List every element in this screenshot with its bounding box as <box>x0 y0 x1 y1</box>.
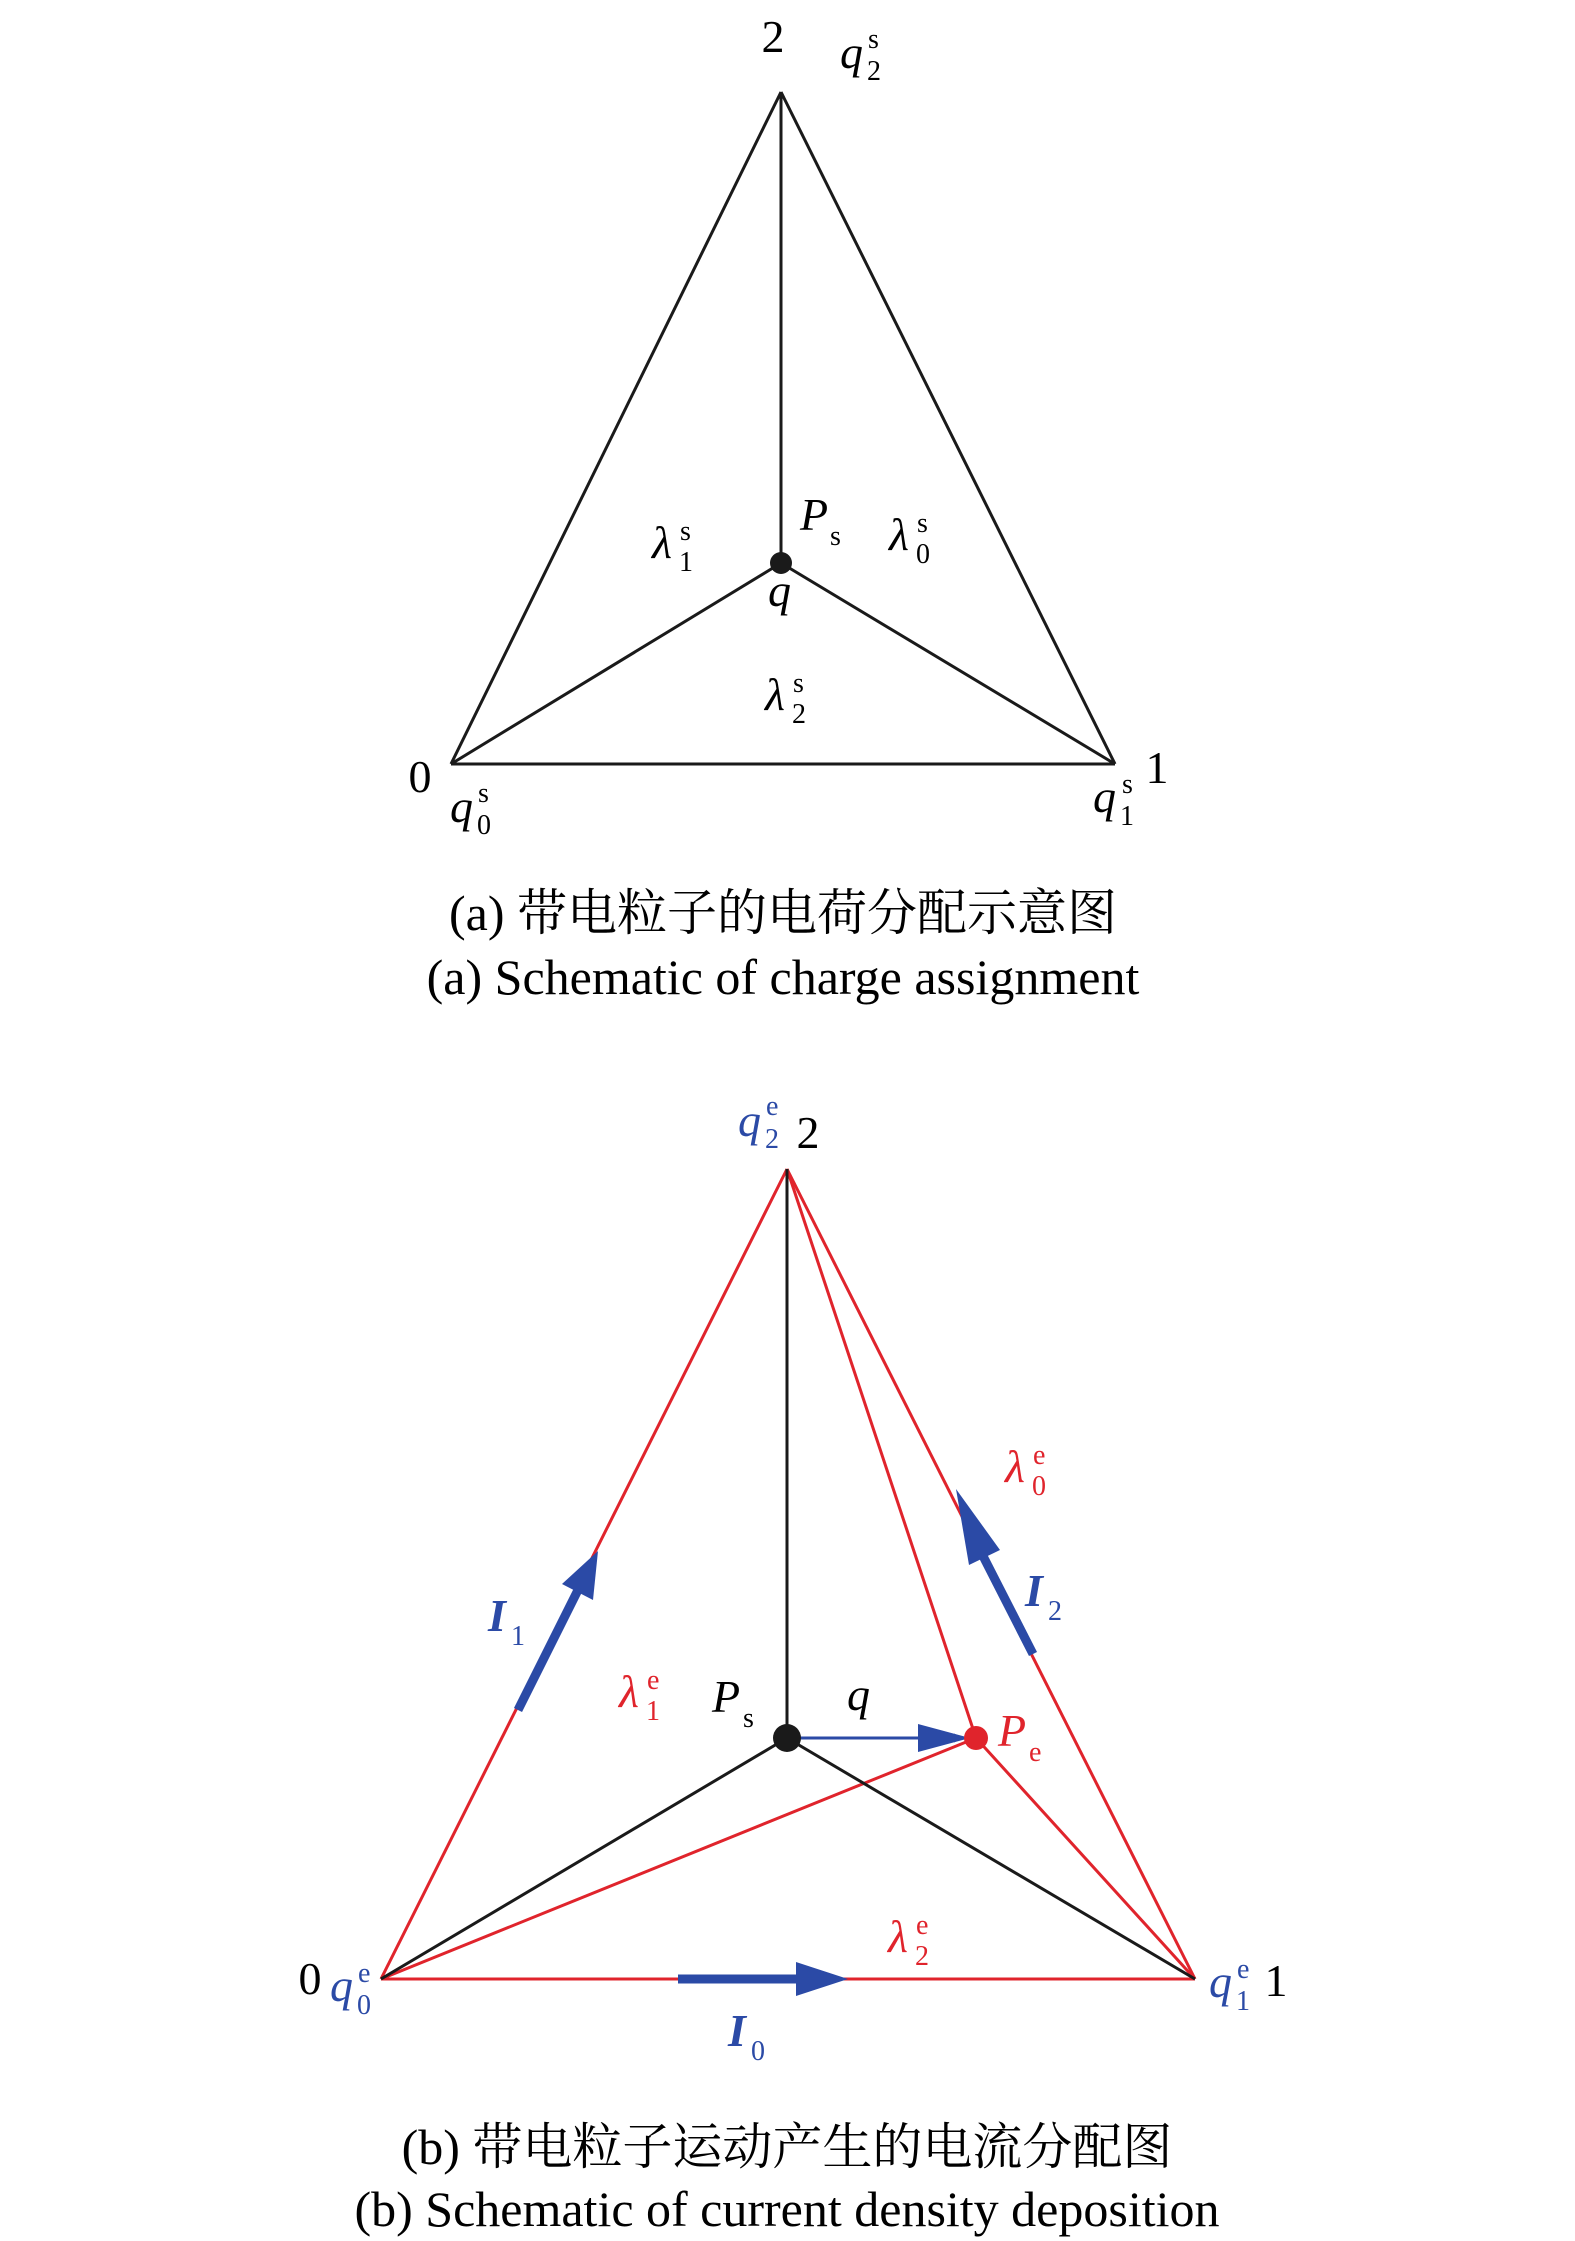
charge-b-1 <box>1209 1954 1250 2017</box>
end-point-b <box>964 1726 988 1750</box>
charge-a-1 <box>1093 769 1134 832</box>
svg-text:I: I <box>488 1590 506 1641</box>
svg-text:s: s <box>1122 769 1133 800</box>
motion-arrow-head-b <box>918 1724 970 1752</box>
svg-text:s: s <box>917 508 928 539</box>
svg-text:q: q <box>330 1960 353 2011</box>
edge-b-0-pe <box>381 1738 976 1979</box>
svg-text:λ: λ <box>888 1911 908 1962</box>
svg-text:q: q <box>840 27 863 78</box>
lambda-b-1 <box>617 1665 660 1727</box>
point-label-a <box>799 489 841 552</box>
svg-text:P: P <box>998 1705 1027 1756</box>
current-label-1 <box>487 1590 525 1652</box>
svg-text:I: I <box>1025 1565 1043 1616</box>
current-arrow-0 <box>678 1962 848 1996</box>
svg-text:q: q <box>1209 1956 1232 2007</box>
svg-text:s: s <box>478 778 489 809</box>
lambda-b-2 <box>886 1910 929 1972</box>
svg-text:q: q <box>1093 771 1116 822</box>
svg-text:1: 1 <box>511 1621 525 1652</box>
lambda-b-0 <box>1003 1440 1046 1502</box>
svg-text:2: 2 <box>1048 1596 1062 1627</box>
svg-text:λ: λ <box>889 509 909 560</box>
motion-label-b: q <box>847 1669 870 1720</box>
svg-text:I: I <box>728 2005 746 2056</box>
svg-text:1: 1 <box>679 547 693 578</box>
current-label-2 <box>1024 1565 1062 1627</box>
caption-b-cn: (b) 带电粒子运动产生的电流分配图 <box>401 2119 1173 2175</box>
svg-text:0: 0 <box>477 810 491 841</box>
current-arrow-2 <box>956 1489 1033 1654</box>
svg-text:e: e <box>1033 1440 1046 1471</box>
end-point-label-b <box>997 1705 1041 1768</box>
caption-b-en: (b) Schematic of current density deposition <box>354 2181 1220 2237</box>
lambda-a-0 <box>887 508 930 570</box>
svg-text:0: 0 <box>1032 1471 1046 1502</box>
svg-text:e: e <box>916 1910 929 1941</box>
svg-text:s: s <box>680 516 691 547</box>
lambda-a-1 <box>650 516 693 578</box>
current-arrow-1 <box>518 1551 598 1710</box>
svg-text:0: 0 <box>357 1990 371 2021</box>
charge-a-0 <box>450 778 491 841</box>
svg-text:e: e <box>1237 1954 1250 1985</box>
svg-text:P: P <box>712 1671 741 1722</box>
vertex-b-1: 1 <box>1264 1955 1288 2006</box>
svg-text:λ: λ <box>652 517 672 568</box>
particle-charge-a: q <box>768 565 791 616</box>
charge-b-2 <box>738 1091 779 1155</box>
edge-b-1-pe <box>976 1738 1195 1979</box>
caption-a-cn: (a) 带电粒子的电荷分配示意图 <box>449 885 1117 941</box>
vertex-a-0: 0 <box>408 751 432 802</box>
svg-text:e: e <box>647 1665 660 1696</box>
vertex-b-2: 2 <box>796 1107 820 1158</box>
current-label-0 <box>727 2005 765 2067</box>
svg-text:2: 2 <box>915 1941 929 1972</box>
svg-text:e: e <box>1029 1737 1042 1768</box>
svg-text:q: q <box>738 1095 761 1146</box>
svg-text:s: s <box>830 521 841 552</box>
svg-text:2: 2 <box>792 699 806 730</box>
vertex-a-1: 1 <box>1145 742 1169 793</box>
svg-text:e: e <box>358 1958 371 1989</box>
svg-text:1: 1 <box>646 1696 660 1727</box>
start-point-label-b <box>711 1671 754 1734</box>
svg-text:s: s <box>793 668 804 699</box>
svg-text:2: 2 <box>765 1124 779 1155</box>
lambda-a-2 <box>763 668 806 730</box>
svg-text:0: 0 <box>916 539 930 570</box>
svg-text:1: 1 <box>1120 801 1134 832</box>
svg-text:0: 0 <box>751 2036 765 2067</box>
vertex-b-0: 0 <box>298 1953 322 2004</box>
triangle-b-black-edges <box>381 1169 1195 1979</box>
svg-text:s: s <box>868 24 879 55</box>
svg-text:λ: λ <box>619 1666 639 1717</box>
svg-text:1: 1 <box>1236 1986 1250 2017</box>
diagram-b <box>299 1091 1288 2237</box>
charge-b-0 <box>330 1958 371 2021</box>
svg-text:λ: λ <box>765 669 785 720</box>
svg-text:q: q <box>450 781 473 832</box>
triangle-a-edges <box>451 92 1115 764</box>
svg-text:e: e <box>766 1091 779 1122</box>
svg-text:s: s <box>743 1703 754 1734</box>
caption-a-en: (a) Schematic of charge assignment <box>426 949 1140 1005</box>
edge-b-2-pe <box>787 1169 976 1738</box>
start-point-b <box>773 1724 801 1752</box>
svg-text:2: 2 <box>867 56 881 87</box>
svg-text:λ: λ <box>1005 1441 1025 1492</box>
svg-text:P: P <box>800 489 829 540</box>
charge-a-2 <box>840 24 881 87</box>
vertex-a-2: 2 <box>761 11 785 62</box>
diagram-a <box>409 11 1169 1005</box>
